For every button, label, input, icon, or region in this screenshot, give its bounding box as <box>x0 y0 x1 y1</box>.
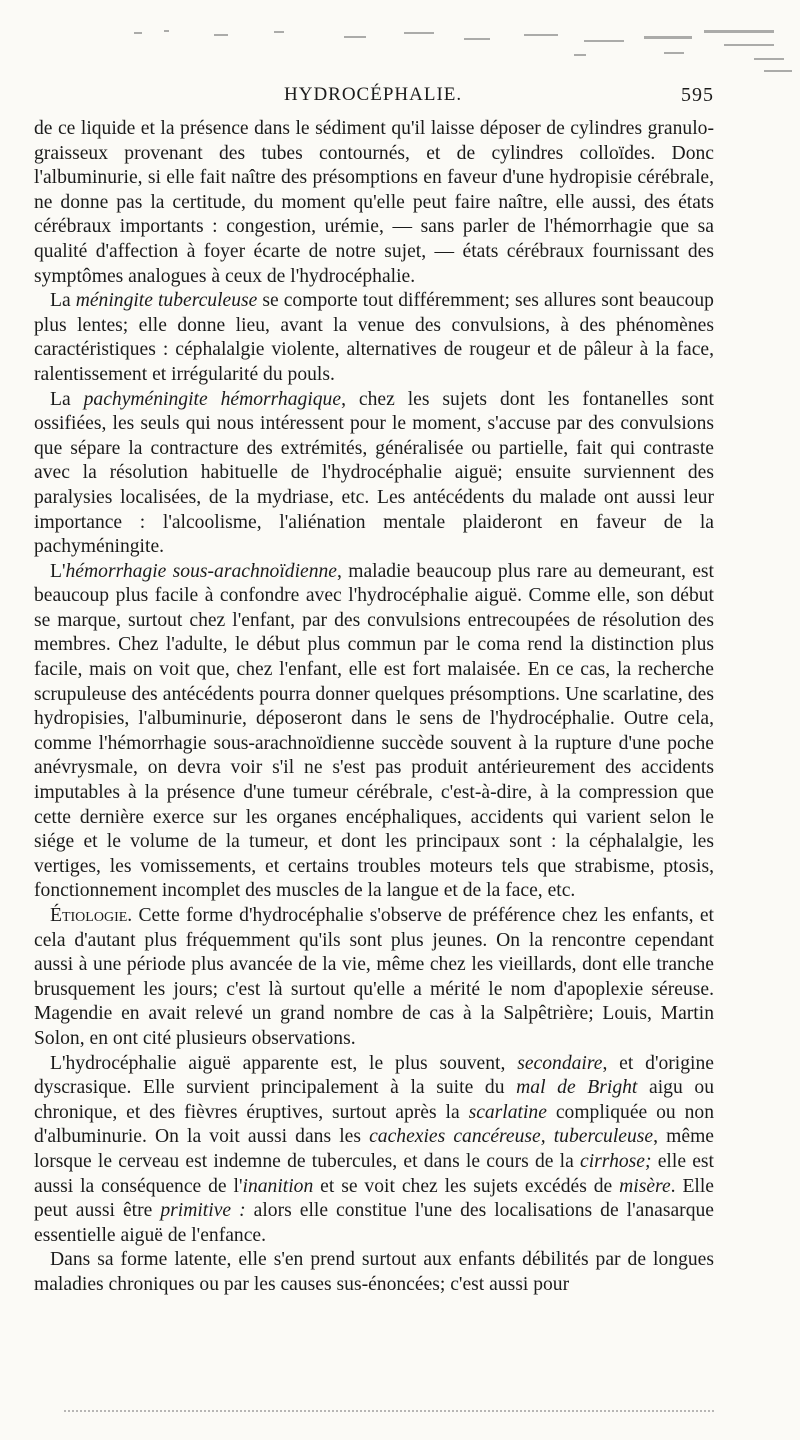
italic-term: mal de Bright <box>516 1077 638 1099</box>
text-run: , maladie beaucoup plus rare au demeurant, est beaucoup plus facile à confondre avec l'hydrocéphalie aiguë. Comme elle, son début se marque, surtout chez l'enfant, par des convulsions entrecoupées de résolution des membres. Chez l'adulte, le début plus commun par le coma rend la distinction plus facile, mais on voit que, chez l'enfant, elle est fort malaisée. En ce cas, la recherche scrupuleuse des antécédents pourra donner quelques présomptions. Une scarlatine, des hydropisies, l'albuminurie, déposeront dans le sens de l'hydrocéphalie. Outre cela, comme l'hémorrhagie sous-arachnoïdienne succède souvent à la rupture d'une poche anévrysmale, on devra voir s'il ne s'est pas produit antérieurement des accidents imputables à la présence d'une tumeur cérébrale, c'est-à-dire, à la compression que cette dernière exerce sur les organes encéphaliques, accidents qui varient selon le siége et le volume de la tumeur, et dont les principaux sont : la céphalalgie, les vertiges, les vomissements, et certains troubles moteurs tels que strabisme, ptosis, fonctionnement incomplet des muscles de la langue et de la face, etc. <box>34 560 714 902</box>
text-run: et se voit chez les sujets excédés de <box>313 1175 620 1197</box>
italic-term: scarlatine <box>468 1101 547 1123</box>
text-run: aigu ou chronique, et des fièvres éruptives, surtout après la <box>34 1077 714 1123</box>
paragraph <box>34 388 714 560</box>
italic-term: secondaire <box>517 1052 603 1074</box>
text-run: elle est aussi la conséquence de l' <box>34 1150 715 1197</box>
text-run: La <box>50 388 84 410</box>
page-number: 595 <box>681 84 714 106</box>
italic-term: méningite tuberculeuse <box>75 290 258 312</box>
print-specks-decoration <box>104 18 800 78</box>
text-run: Cette forme d'hydrocéphalie s'observe de préférence chez les enfants, et cela d'autant plus fréquemment qu'ils sont plus jeunes. On la rencontre cependant aussi à une période plus avancée de la vie, même chez les vieillards, dont elle tranche brusquement les jours; c'est là surtout qu'elle a mérité le nom d'apoplexie séreuse. Magendie en avait relevé un grand nombre de cas à la Salpêtrière; Louis, Martin Solon, en ont cité plusieurs observations. <box>34 905 714 1049</box>
page-header <box>34 84 714 114</box>
italic-term: pachyméningite hémorrhagique <box>83 388 342 410</box>
section-heading: Étiologie. <box>50 905 133 926</box>
body-text <box>34 117 714 1298</box>
italic-term: cirrhose; <box>580 1150 652 1172</box>
text-run: La <box>50 290 76 312</box>
text-run: compliquée ou non d'albuminurie. On la voit aussi dans les <box>34 1101 714 1148</box>
paragraph <box>34 1052 714 1249</box>
text-run: , même lorsque le cerveau est indemne de tubercules, et dans le cours de la <box>34 1126 715 1172</box>
italic-term: primitive : <box>160 1200 246 1222</box>
paragraph <box>34 904 714 1052</box>
text-run: L'hydrocéphalie aiguë apparente est, le plus souvent, <box>50 1052 518 1074</box>
text-run: alors elle constitue l'une des localisations de l'anasarque essentielle aiguë de l'enfance. <box>34 1200 714 1246</box>
running-title: HYDROCÉPHALIE. <box>284 84 463 105</box>
italic-term: inanition <box>242 1175 314 1197</box>
paragraph <box>34 117 714 289</box>
paragraph <box>34 1248 714 1297</box>
italic-term: cachexies cancéreuse, tuberculeuse <box>369 1126 654 1148</box>
paragraph <box>34 289 714 387</box>
text-run: , chez les sujets dont les fontanelles sont ossifiées, les seuls qui nous intéressent pour le moment, s'accuse par des convulsions que sépare la contracture des extrémités, généralisée ou partielle, fait qui contraste avec la résolution habituelle de l'hydrocéphalie aiguë; ensuite surviennent des paralysies localisées, de la mydriase, etc. Les antécédents du malade ont aussi leur importance : l'alcoolisme, l'aliénation mentale plaideront en faveur de la pachyméningite. <box>34 388 714 558</box>
paragraph <box>34 560 714 904</box>
italic-term: hémorrhagie sous-arachnoïdienne <box>65 560 338 582</box>
document-page <box>34 0 714 1440</box>
bottom-print-rule <box>64 1410 714 1412</box>
italic-term: misère <box>619 1175 671 1197</box>
text-run: . Elle peut aussi être <box>34 1175 714 1222</box>
text-run: de ce liquide et la présence dans le sédiment qu'il laisse déposer de cylindres granulo-graisseux provenant des tubes contournés, et de cylindres colloïdes. Donc l'albuminurie, si elle fait naître des présomptions en faveur d'une hydropisie cérébrale, ne donne pas la certitude, du moment qu'elle peut faire naître, elle aussi, des états cérébraux importants : congestion, urémie, — sans parler de l'hémorrhagie que sa qualité d'affection à foyer écarte de notre sujet, — états cérébraux fournissant des symptômes analogues à ceux de l'hydrocéphalie. <box>34 118 714 287</box>
text-run: Dans sa forme latente, elle s'en prend surtout aux enfants débilités par de longues maladies chroniques ou par les causes sus-énoncées; c'est aussi pour <box>34 1249 714 1295</box>
text-run: se comporte tout différemment; ses allures sont beaucoup plus lentes; elle donne lieu, avant la venue des convulsions, à des phénomènes caractéristiques : céphalalgie violente, alternatives de rougeur et de pâleur à la face, ralentissement et irrégularité du pouls. <box>34 290 714 385</box>
text-run: L' <box>50 560 66 582</box>
text-run: , et d'origine dyscrasique. Elle survient principalement à la suite du <box>34 1052 714 1099</box>
